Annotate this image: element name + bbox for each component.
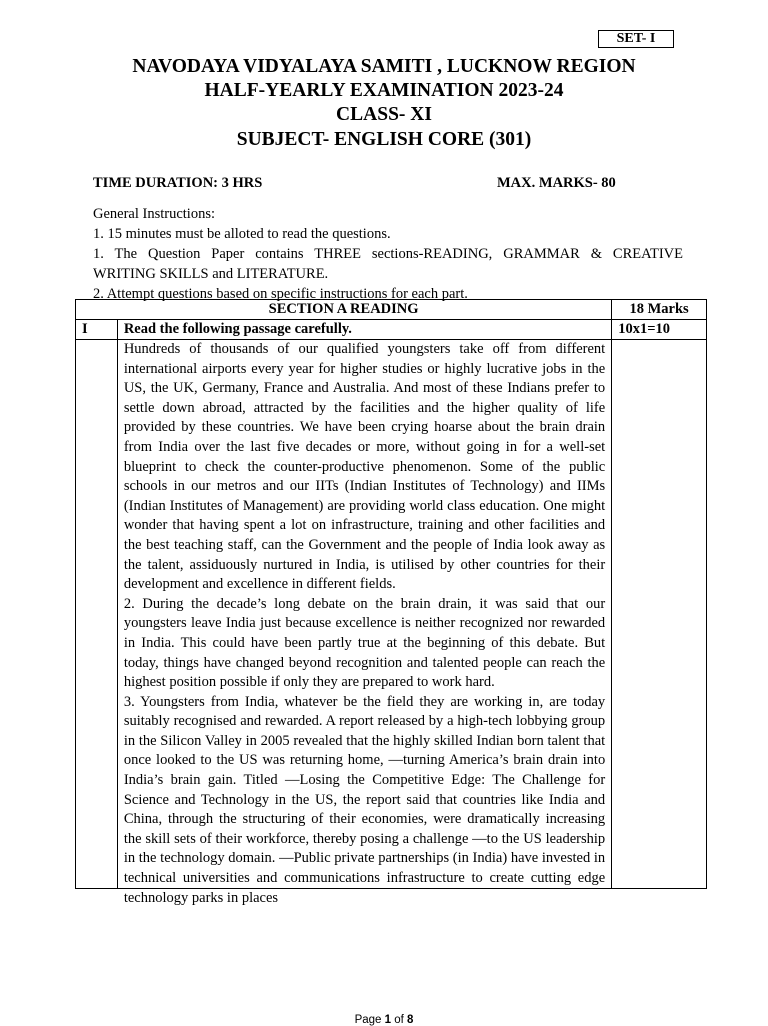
total-pages: 8 (407, 1014, 414, 1026)
passage-row (76, 340, 707, 889)
question-row (76, 320, 707, 340)
instructions-title: General Instructions: (93, 206, 216, 222)
instruction-item: 1. The Question Paper contains THREE sections-READING, GRAMMAR & CREATIVE WRITING SKILLS and LITERATURE. (93, 246, 683, 282)
passage-cell (117, 340, 611, 906)
section-title: SECTION A READING (76, 300, 612, 320)
empty-cell (612, 340, 707, 889)
time-duration: TIME DURATION: 3 HRS (93, 175, 263, 191)
passage-paragraph: Hundreds of thousands of our qualified youngsters take off from different international airports every year for higher studies or highly lucrative jobs in the US, the UK, Germany, France and Australia. And most of these Indians prefer to settle down abroad, attracted by the facilities and the higher quality of life provided by these countries. We have been crying hoarse about the brain drain from India over the last five decades or more, without going in for a well-set blueprint to check the counter-productive phenomenon. Some of the public schools in our metros and our IITs (Indian Institutes of Technology) and IIMs (Indian Institutes of Management) are providing world class education. One might wonder that having spent a lot on infrastructure, training and other facilities and the best teaching staff, can the Government and the people of India look away as the talent, assiduously nurtured in India, is utilised by other countries for their development and excellence in different fields. (123, 341, 606, 593)
header-organization: NAVODAYA VIDYALAYA SAMITI , LUCKNOW REGION (132, 56, 636, 77)
header-subject: SUBJECT- ENGLISH CORE (301) (236, 129, 532, 150)
instruction-item: 1. 15 minutes must be alloted to read the questions. (93, 226, 391, 242)
instruction-item: 2. Attempt questions based on specific instructions for each part. (93, 286, 468, 302)
current-page: 1 (384, 1014, 392, 1026)
max-marks: MAX. MARKS- 80 (497, 175, 616, 191)
question-text: Read the following passage carefully. (117, 320, 611, 340)
question-table (75, 299, 707, 906)
question-marks: 10x1=10 (612, 320, 707, 340)
footer-middle: of (391, 1014, 408, 1026)
page-footer (0, 1014, 768, 1026)
empty-cell (76, 340, 118, 889)
passage (123, 340, 606, 906)
header-exam: HALF-YEARLY EXAMINATION 2023-24 (204, 80, 564, 101)
section-marks: 18 Marks (612, 300, 707, 320)
header-class: CLASS- XI (336, 104, 432, 125)
set-label: SET- I (598, 30, 674, 48)
passage-paragraph: 3. Youngsters from India, whatever be the field they are working in, are today suitably recognised and rewarded. A report released by a high-tech lobbying group in the Silicon Valley in 2005 revealed that the highly skilled Indian born talent that once looked to the US was returning home, ―turning America’s brain drain into India’s brain gain. Titled ―Losing the Competitive Edge: The Challenge for Science and Technology in the US, the report said that countries like India and China, through the structuring of their economies, were dramatically increasing the skill sets of their workforce, thereby posing a challenge ―to the US leadership in the technology domain. ―Public private partnerships (in India) have invested in technical universities and communications infrastructure to create cutting edge technology parks in places (123, 693, 606, 906)
passage-paragraph: 2. During the decade’s long debate on the brain drain, it was said that our youngsters leave India just because excellence is neither recognized nor rewarded in India. This could have been partly true at the beginning of this debate. But today, things have changed beyond recognition and talented people can reach the highest position possible if only they are prepared to work hard. (123, 595, 606, 691)
general-instructions (93, 204, 683, 304)
section-header-row (76, 300, 707, 320)
question-number: I (76, 320, 118, 340)
footer-prefix: Page (354, 1014, 385, 1026)
